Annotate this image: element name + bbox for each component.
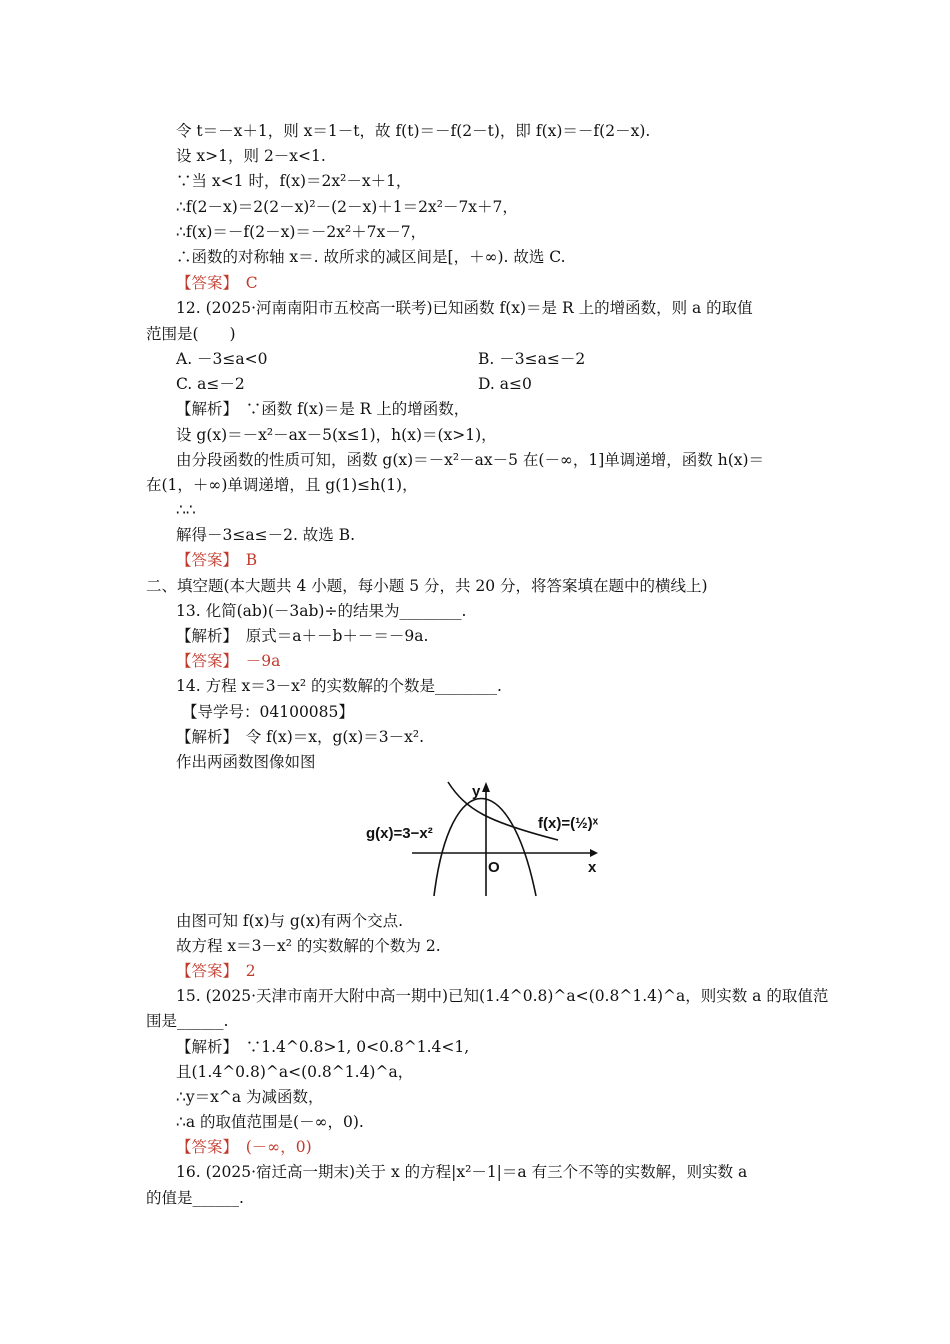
text-line: 设 g(x)＝－x²－ax－5(x≤1)，h(x)＝(x>1)，	[176, 426, 497, 444]
text-line: 令 t＝－x＋1，则 x＝1－t，故 f(t)＝－f(2－t)，即 f(x)＝－f(2－x).	[176, 122, 651, 140]
text-line: 在(1，＋∞)单调递增，且 g(1)≤h(1)，	[146, 476, 418, 494]
text-line: 由图可知 f(x)与 g(x)有两个交点.	[176, 912, 404, 930]
option-b: B. －3≤a≤－2	[478, 350, 586, 368]
question-15: 15. (2025·天津市南开大附中高一期中)已知(1.4^0.8)^a<(0.8^1.4)^a，则实数 a 的取值范	[176, 987, 829, 1005]
answer-line: 【答案】 C	[176, 274, 258, 292]
answer-line: 【答案】 －9a	[176, 652, 281, 670]
g-curve	[434, 799, 536, 897]
text-line: 且(1.4^0.8)^a<(0.8^1.4)^a，	[176, 1063, 414, 1081]
text-line: 故方程 x＝3－x² 的实数解的个数为 2.	[176, 937, 441, 955]
text-line: 作出两函数图像如图	[176, 753, 316, 771]
analysis-line: 【解析】 令 f(x)＝x，g(x)＝3－x².	[176, 728, 424, 746]
option-a: A. －3≤a<0	[176, 350, 268, 368]
question-12: 12. (2025·河南南阳市五校高一联考)已知函数 f(x)＝是 R 上的增函数，则 a 的取值	[176, 299, 753, 317]
text-line: 范围是( )	[146, 325, 236, 343]
text-line: ∵当 x<1 时，f(x)＝2x²－x＋1，	[176, 172, 412, 190]
guide-number: 【导学号：04100085】	[182, 703, 354, 721]
option-c: C. a≤－2	[176, 375, 245, 393]
x-axis-arrow	[590, 849, 598, 857]
y-axis-arrow	[482, 782, 490, 792]
answer-line: 【答案】 B	[176, 551, 258, 569]
analysis-line: 【解析】 ∵函数 f(x)＝是 R 上的增函数，	[176, 400, 470, 418]
text-line: ∴函数的对称轴 x＝. 故所求的减区间是[，＋∞). 故选 C.	[176, 248, 566, 266]
g-label: g(x)=3−x²	[366, 825, 433, 842]
text-line: 解得－3≤a≤－2. 故选 B.	[176, 526, 356, 544]
text-line: ∴f(2－x)＝2(2－x)²－(2－x)＋1＝2x²－7x＋7，	[176, 198, 518, 216]
text-line: 设 x>1，则 2－x<1.	[176, 147, 326, 165]
f-label: f(x)=(½)ˣ	[538, 815, 599, 832]
text-line: ∴y＝x^a 为减函数，	[176, 1088, 324, 1106]
text-line: 的值是______.	[146, 1189, 244, 1207]
option-d: D. a≤0	[478, 375, 532, 393]
text-line: ∴∴	[176, 501, 196, 519]
analysis-line: 【解析】 原式＝a＋－b＋－＝－9a.	[176, 627, 429, 645]
x-axis-label: x	[588, 859, 597, 876]
question-14: 14. 方程 x＝3－x² 的实数解的个数是________.	[176, 677, 502, 695]
function-graph	[362, 776, 620, 898]
section-heading: 二、填空题(本大题共 4 小题，每小题 5 分，共 20 分，将答案填在题中的横线上)	[146, 577, 708, 595]
y-axis-label: y	[472, 783, 481, 800]
question-16: 16. (2025·宿迁高一期末)关于 x 的方程|x²－1|＝a 有三个不等的实数解，则实数 a	[176, 1163, 748, 1181]
answer-line: 【答案】 (－∞，0)	[176, 1138, 312, 1156]
question-13: 13. 化简(ab)(－3ab)÷的结果为________.	[176, 602, 467, 620]
text-line: 由分段函数的性质可知，函数 g(x)＝－x²－ax－5 在(－∞，1]单调递增，函数 h(x)＝	[176, 451, 765, 469]
text-line: ∴a 的取值范围是(－∞，0).	[176, 1113, 364, 1131]
answer-line: 【答案】 2	[176, 962, 256, 980]
text-line: ∴f(x)＝－f(2－x)＝－2x²＋7x－7，	[176, 223, 427, 241]
text-line: 围是______.	[146, 1012, 229, 1030]
origin-label: O	[488, 859, 500, 876]
analysis-line: 【解析】 ∵1.4^0.8>1, 0<0.8^1.4<1,	[176, 1038, 470, 1056]
